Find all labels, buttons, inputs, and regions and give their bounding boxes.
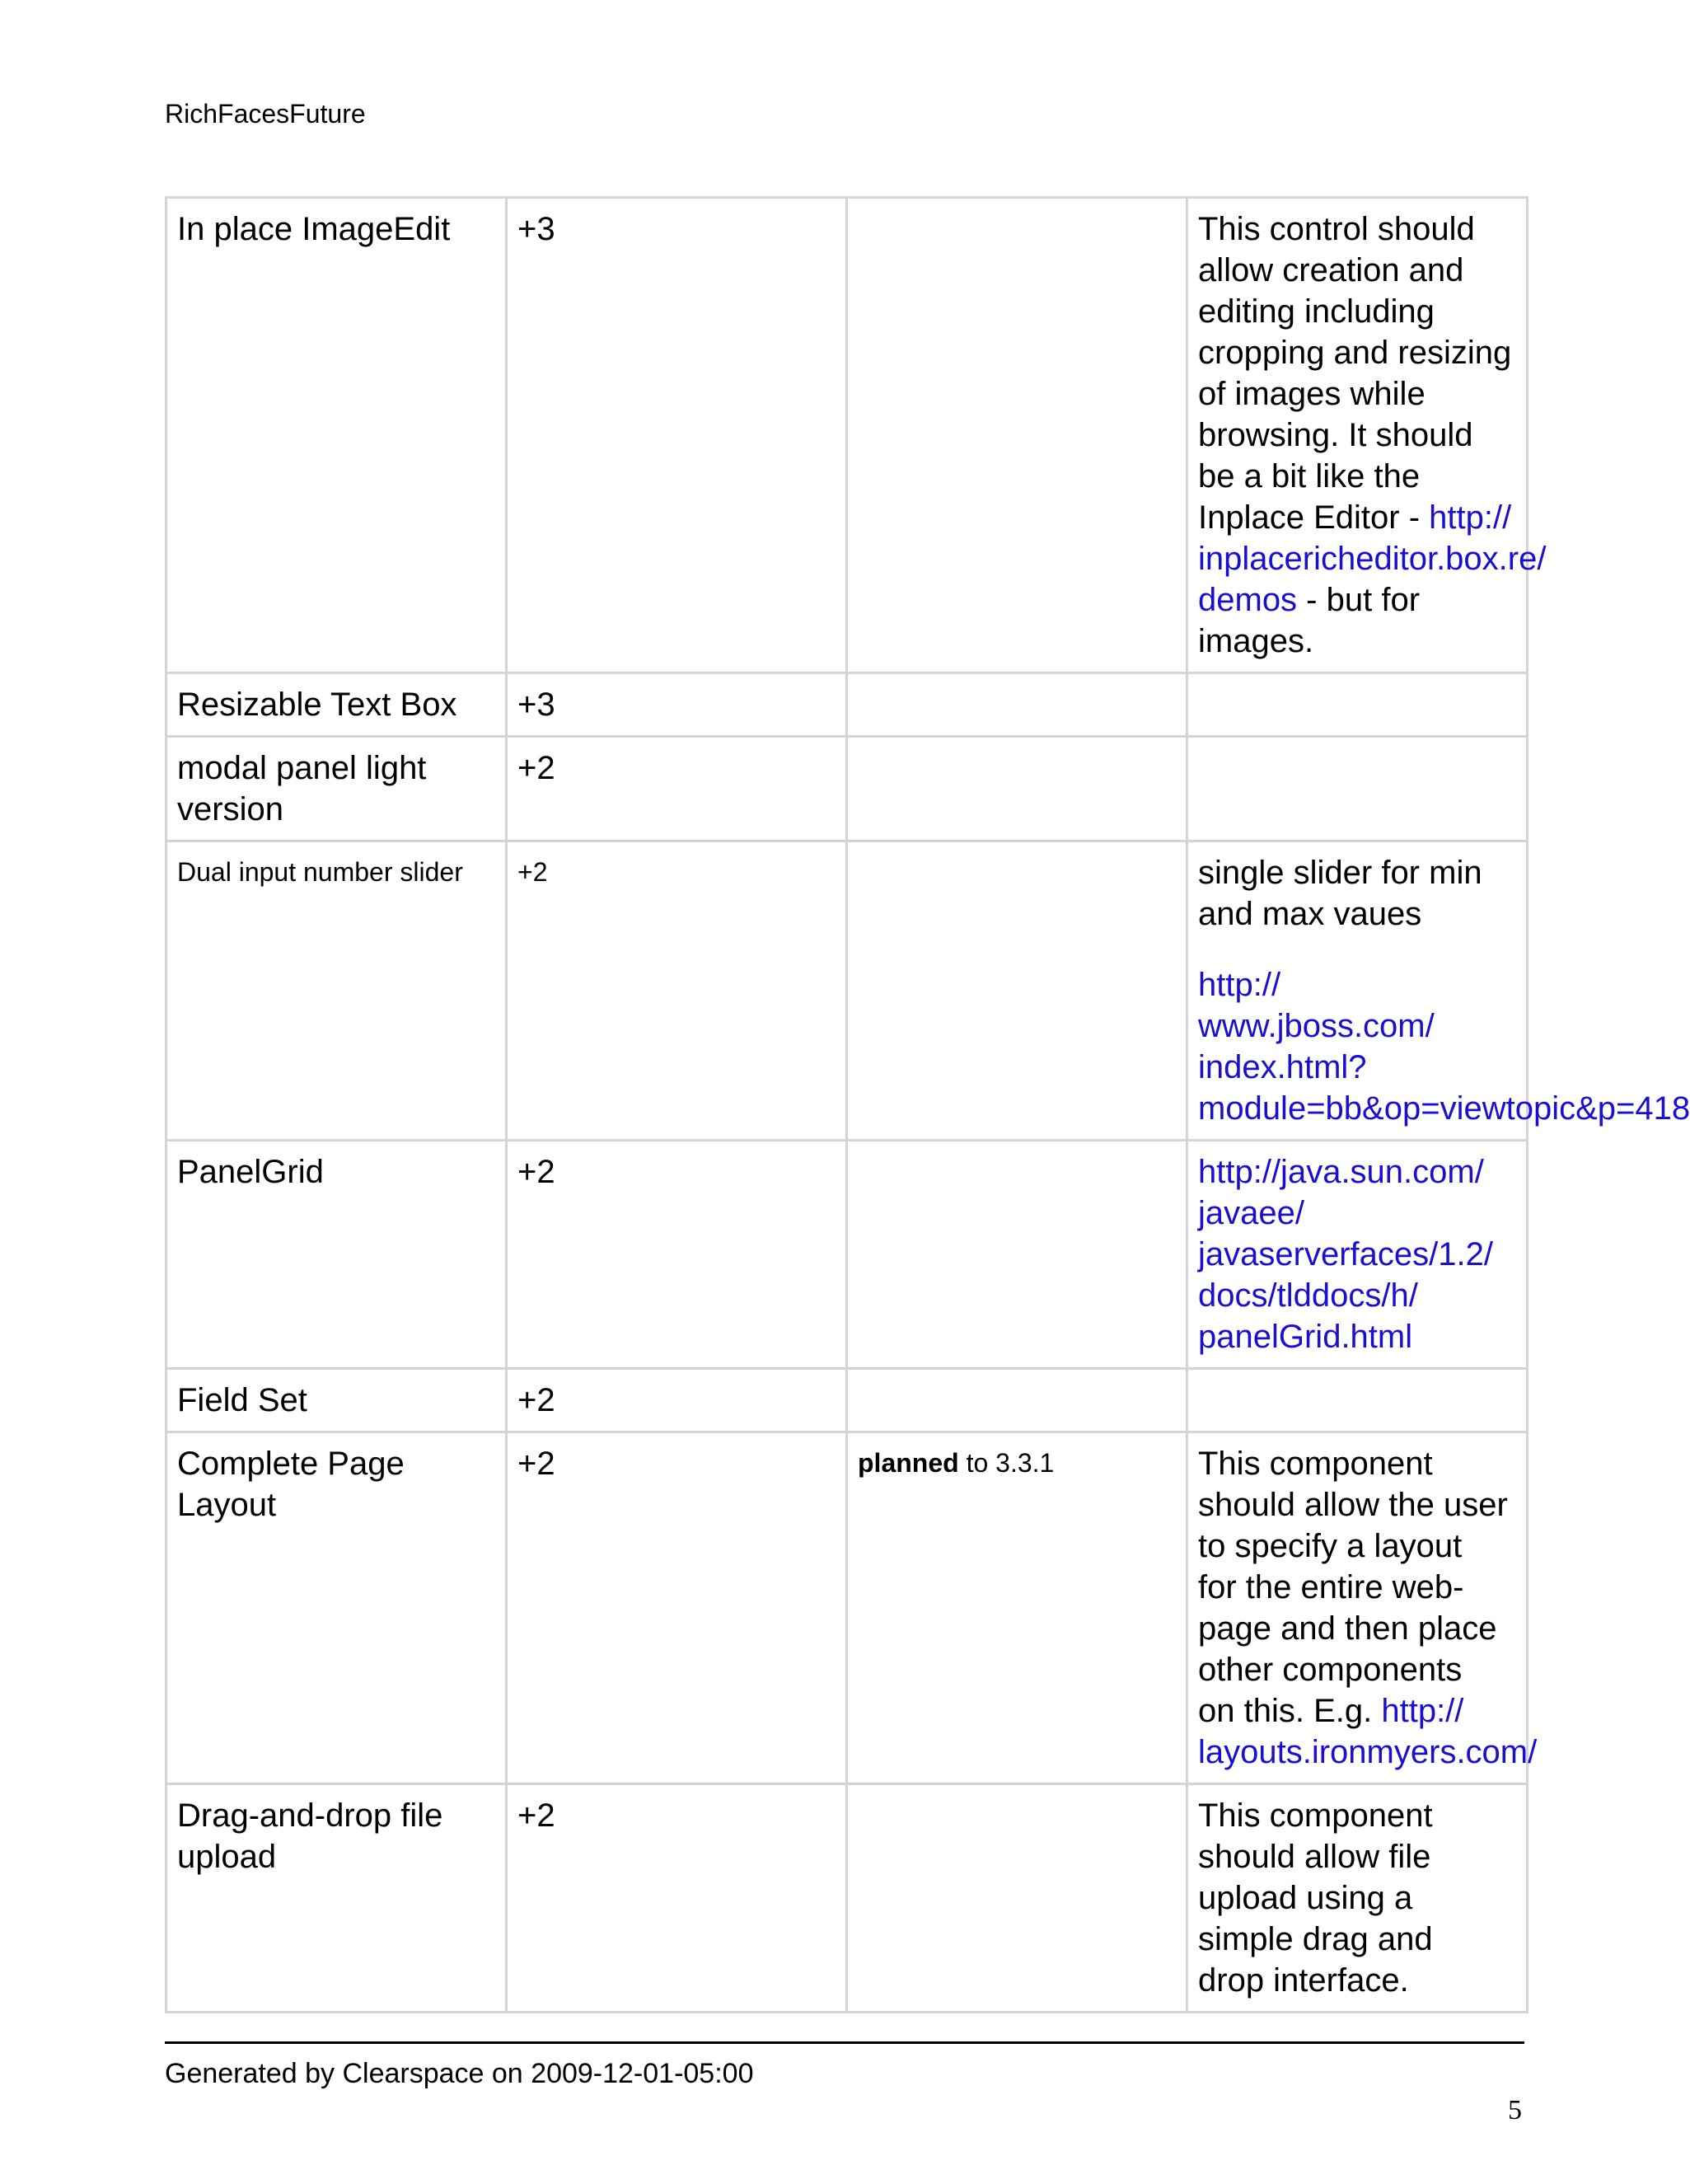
description-line <box>1198 1567 1516 1608</box>
description-line <box>1198 332 1516 373</box>
page-number: 5 <box>1508 2095 1522 2125</box>
description-line <box>1198 1877 1516 1919</box>
status-cell <box>847 1784 1187 2013</box>
description-line <box>1198 1275 1516 1316</box>
description-link[interactable]: index.html? <box>1198 1049 1367 1085</box>
feature-table-body <box>166 198 1690 2013</box>
table-row <box>166 737 1528 841</box>
description-text: simple drag and <box>1198 1921 1433 1957</box>
description-text: drop interface. <box>1198 1962 1409 1999</box>
description-link[interactable]: panelGrid.html <box>1198 1319 1413 1355</box>
description-text: page and then place <box>1198 1610 1497 1647</box>
description-line <box>1198 1608 1516 1649</box>
description-line <box>1198 1234 1516 1275</box>
description-text: single slider for min <box>1198 855 1482 891</box>
description-line <box>1198 1960 1516 2001</box>
status-cell <box>847 673 1187 737</box>
description-text: be a bit like the <box>1198 458 1421 494</box>
description-line <box>1198 1316 1516 1357</box>
feature-table-wrapper <box>165 196 1690 1999</box>
table-row <box>166 841 1528 1141</box>
description-line <box>1198 1732 1538 1773</box>
description-text: and max vaues <box>1198 896 1422 932</box>
description-text: - but for <box>1297 582 1421 618</box>
description-line <box>1198 964 1516 1005</box>
paragraph-gap <box>1198 935 1516 964</box>
description-line <box>1198 1151 1516 1193</box>
footer-rule <box>165 2041 1524 2044</box>
description-cell <box>1187 1141 1528 1369</box>
status-cell <box>847 1369 1187 1432</box>
feature-name-cell: Field Set <box>166 1369 507 1432</box>
status-cell <box>847 198 1187 673</box>
description-link[interactable]: inplacericheditor.box.re/ <box>1198 541 1547 577</box>
description-cell <box>1187 1432 1538 1784</box>
description-cell <box>1187 198 1547 673</box>
description-line <box>1198 893 1516 935</box>
votes-cell: +2 <box>507 1369 847 1432</box>
description-link[interactable]: http:// <box>1381 1693 1464 1729</box>
description-text: allow creation and <box>1198 252 1464 288</box>
votes-cell: +2 <box>507 1432 847 1784</box>
description-text: editing including <box>1198 293 1435 330</box>
table-row <box>166 1369 1528 1432</box>
table-row <box>166 1432 1528 1784</box>
status-cell <box>847 1141 1187 1369</box>
description-link[interactable]: javaee/ <box>1198 1195 1304 1231</box>
description-link[interactable]: module=bb&op=viewtopic&p=418 <box>1198 1090 1690 1127</box>
feature-name-cell: Drag-and-drop file upload <box>166 1784 507 2013</box>
table-row <box>166 198 1528 673</box>
running-header: RichFacesFuture <box>165 99 366 129</box>
table-row <box>166 1141 1528 1369</box>
description-line <box>1198 1047 1516 1088</box>
description-link[interactable]: layouts.ironmyers.com/ <box>1198 1734 1538 1770</box>
description-text: on this. E.g. <box>1198 1693 1382 1729</box>
description-link[interactable]: docs/tlddocs/h/ <box>1198 1277 1418 1314</box>
description-cell <box>1187 673 1528 737</box>
footer-generated: Generated by Clearspace on 2009-12-01-05:00 <box>165 2058 754 2089</box>
description-link[interactable]: http:// <box>1429 499 1512 536</box>
description-line <box>1198 497 1516 538</box>
description-text: to specify a layout <box>1198 1528 1463 1564</box>
description-line <box>1198 1193 1516 1234</box>
description-line <box>1198 1919 1516 1960</box>
description-cell <box>1187 841 1690 1141</box>
description-line <box>1198 1795 1516 1836</box>
votes-cell: +2 <box>507 737 847 841</box>
description-text: images. <box>1198 623 1314 659</box>
description-line <box>1198 579 1516 621</box>
votes-cell: +3 <box>507 198 847 673</box>
description-link[interactable]: http:// <box>1198 967 1281 1003</box>
description-line <box>1198 373 1516 415</box>
description-line <box>1198 1443 1516 1484</box>
description-line <box>1198 621 1516 662</box>
description-line <box>1198 456 1516 497</box>
description-line <box>1198 291 1516 332</box>
feature-name-cell: In place ImageEdit <box>166 198 507 673</box>
description-line <box>1198 1690 1516 1732</box>
description-line <box>1198 415 1516 456</box>
description-line <box>1198 852 1516 893</box>
description-text: Inplace Editor - <box>1198 499 1430 536</box>
table-row <box>166 673 1528 737</box>
description-line <box>1198 1005 1516 1047</box>
description-line <box>1198 538 1547 579</box>
feature-name-cell: Complete Page Layout <box>166 1432 507 1784</box>
description-link[interactable]: http://java.sun.com/ <box>1198 1154 1484 1190</box>
description-text: upload using a <box>1198 1880 1413 1916</box>
description-link[interactable]: demos <box>1198 582 1298 618</box>
description-line <box>1198 1484 1516 1526</box>
table-row <box>166 1784 1528 2013</box>
description-text: should allow the user <box>1198 1487 1508 1523</box>
description-text: This component <box>1198 1797 1433 1834</box>
description-text: This component <box>1198 1446 1433 1482</box>
status-keyword: planned <box>858 1448 959 1478</box>
feature-table <box>165 196 1690 2013</box>
description-text: This control should <box>1198 211 1475 247</box>
status-cell <box>847 1432 1187 1784</box>
description-text: should allow file <box>1198 1839 1431 1875</box>
votes-cell: +3 <box>507 673 847 737</box>
description-line <box>1198 1649 1516 1690</box>
votes-cell: +2 <box>507 841 847 1141</box>
description-text: browsing. It should <box>1198 417 1473 453</box>
description-cell <box>1187 1369 1528 1432</box>
description-text: of images while <box>1198 376 1425 412</box>
description-text: cropping and resizing <box>1198 335 1512 371</box>
description-line <box>1198 250 1516 291</box>
description-text: for the entire web- <box>1198 1569 1464 1605</box>
description-cell <box>1187 737 1528 841</box>
feature-name-cell: Dual input number slider <box>166 841 507 1141</box>
description-line <box>1198 209 1516 250</box>
votes-cell: +2 <box>507 1141 847 1369</box>
description-link[interactable]: www.jboss.com/ <box>1198 1008 1435 1044</box>
status-text: to 3.3.1 <box>958 1448 1055 1478</box>
status-cell <box>847 737 1187 841</box>
description-line <box>1198 1836 1516 1877</box>
description-line <box>1198 1526 1516 1567</box>
votes-cell: +2 <box>507 1784 847 2013</box>
feature-name-cell: Resizable Text Box <box>166 673 507 737</box>
feature-name-cell: PanelGrid <box>166 1141 507 1369</box>
feature-name-cell: modal panel light version <box>166 737 507 841</box>
status-cell <box>847 841 1187 1141</box>
description-link[interactable]: javaserverfaces/1.2/ <box>1198 1236 1493 1272</box>
description-text: other components <box>1198 1652 1463 1688</box>
description-line <box>1198 1088 1690 1129</box>
description-cell <box>1187 1784 1528 2013</box>
